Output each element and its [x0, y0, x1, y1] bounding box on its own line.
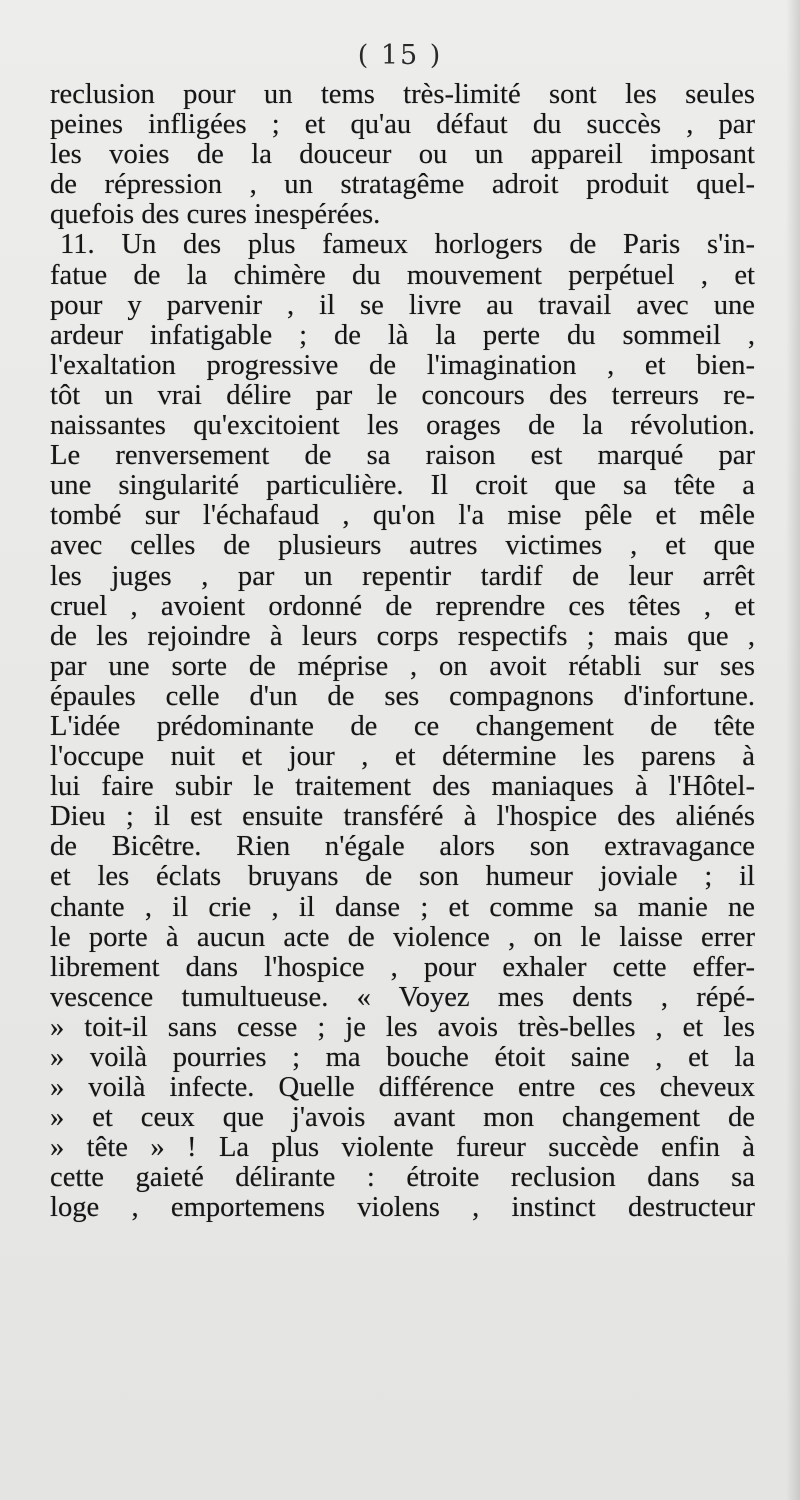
text-line: » voilà pourries ; ma bouche étoit saine , et la — [50, 1043, 755, 1073]
text-line: pour y parvenir , il se livre au travail avec une — [50, 290, 755, 321]
text-line: épaules celle d'un de ses compagnons d'infortune. — [50, 681, 755, 712]
text-line: ardeur infatigable ; de là la perte du sommeil , — [50, 320, 755, 351]
text-line: tombé sur l'échafaud , qu'on l'a mise pêle et mêle — [50, 501, 755, 532]
text-line: » toit-il sans cesse ; je les avois très-belles , et les — [50, 1012, 755, 1043]
text-line: fatue de la chimère du mouvement perpétuel , et — [50, 260, 755, 291]
text-line: Le renversement de sa raison est marqué par — [50, 441, 755, 472]
text-line: reclusion pour un tems très-limité sont les seules — [50, 80, 755, 110]
text-line: loge , emportemens violens , instinct destructeur — [50, 1193, 755, 1224]
text-line: librement dans l'hospice , pour exhaler cette effer- — [50, 952, 755, 983]
text-line: chante , il crie , il danse ; et comme sa manie ne — [50, 892, 755, 923]
text-line: naissantes qu'excitoient les orages de la révolution. — [50, 411, 755, 442]
text-line: tôt un vrai délire par le concours des terreurs re- — [50, 380, 755, 411]
text-line: une singularité particulière. Il croit que sa tête a — [50, 471, 755, 502]
text-line: avec celles de plusieurs autres victimes , et que — [50, 531, 755, 562]
text-line: par une sorte de méprise , on avoit rétabli sur ses — [50, 651, 755, 682]
text-line: et les éclats bruyans de son humeur joviale ; il — [50, 862, 755, 893]
text-line: vescence tumultueuse. « Voyez mes dents , répé- — [50, 982, 755, 1013]
page-edge-shadow — [786, 0, 800, 1500]
text-line: le porte à aucun acte de violence , on le laisse errer — [50, 922, 755, 953]
text-line: » tête » ! La plus violente fureur succède enfin à — [50, 1133, 755, 1164]
body-text — [50, 80, 755, 1224]
text-line: quefois des cures inespérées. — [50, 200, 381, 231]
text-line: les voies de la douceur ou un appareil imposant — [50, 140, 755, 171]
text-line: de répression , un stratagême adroit produit quel- — [50, 170, 755, 201]
text-line: Dieu ; il est ensuite transféré à l'hospice des aliénés — [50, 802, 755, 833]
text-line: » voilà infecte. Quelle différence entre ces cheveux — [50, 1073, 755, 1104]
text-line: cruel , avoient ordonné de reprendre ces têtes , et — [50, 591, 755, 622]
text-line: cette gaieté délirante : étroite reclusion dans sa — [50, 1163, 755, 1194]
page-number: ( 15 ) — [357, 40, 443, 71]
text-line: les juges , par un repentir tardif de leur arrêt — [50, 561, 755, 592]
text-line: l'occupe nuit et jour , et détermine les parens à — [50, 742, 755, 773]
text-line: peines infligées ; et qu'au défaut du succès , par — [50, 110, 755, 141]
text-line: » et ceux que j'avois avant mon changement de — [50, 1103, 755, 1134]
text-line: lui faire subir le traitement des maniaques à l'Hôtel- — [50, 772, 755, 803]
text-line: l'exaltation progressive de l'imagination , et bien- — [50, 350, 755, 381]
text-line: de les rejoindre à leurs corps respectifs ; mais que , — [50, 621, 755, 652]
paragraph-start-line: 11. Un des plus fameux horlogers de Paris s'in- — [60, 230, 755, 261]
text-line: de Bicêtre. Rien n'égale alors son extravagance — [50, 832, 755, 863]
text-line: L'idée prédominante de ce changement de tête — [50, 711, 755, 742]
